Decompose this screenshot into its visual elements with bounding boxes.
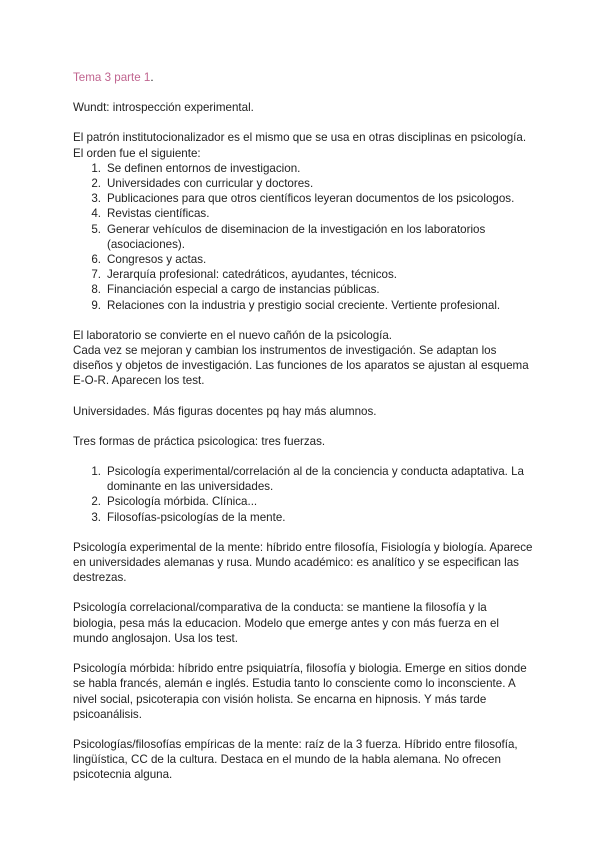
list-item: 5. Generar vehículos de diseminacion de la investigación en los laboratorios (asociaciones). bbox=[91, 222, 486, 251]
list-item: 6. Congresos y actas. bbox=[91, 253, 207, 267]
title-text: Tema 3 parte 1 bbox=[73, 71, 151, 84]
paragraph-experimental: Psicología experimental de la mente: híbrido entre filosofía, Fisiología y biología. Aparece en universidades alemanas y rusa. Mundo académico: es analítico y se especifican las destrezas. bbox=[73, 540, 533, 585]
title-dot: . bbox=[150, 71, 154, 84]
list-item: 8. Financiación especial a cargo de instancias públicas. bbox=[91, 283, 380, 297]
paragraph-wundt: Wundt: introspección experimental. bbox=[73, 101, 254, 115]
list-item: 4. Revistas científicas. bbox=[91, 207, 210, 221]
document-page bbox=[73, 70, 533, 783]
paragraph-universidades: Universidades. Más figuras docentes pq hay más alumnos. bbox=[73, 404, 377, 418]
document-title bbox=[73, 70, 533, 85]
list-item: 7. Jerarquía profesional: catedráticos, ayudantes, técnicos. bbox=[91, 268, 398, 282]
list-item: 2. Psicología mórbida. Clínica... bbox=[91, 495, 258, 509]
list-fuerzas bbox=[73, 464, 533, 525]
paragraph-tres-fuerzas: Tres formas de práctica psicologica: tres fuerzas. bbox=[73, 434, 326, 448]
list-item: 3. Publicaciones para que otros científicos leyeran documentos de los psicologos. bbox=[91, 192, 515, 206]
paragraph-laboratorio-1: El laboratorio se convierte en el nuevo cañón de la psicología. bbox=[73, 328, 393, 342]
list-item: 2. Universidades con curricular y doctores. bbox=[91, 177, 314, 191]
list-institucionalizacion bbox=[73, 161, 533, 313]
list-item: 3. Filosofías-psicologías de la mente. bbox=[91, 510, 286, 524]
paragraph-patron: El patrón institutocionalizador es el mismo que se usa en otras disciplinas en psicología. El orden fue el siguiente: bbox=[73, 131, 527, 160]
paragraph-correlacional: Psicología correlacional/comparativa de la conducta: se mantiene la filosofía y la biologia, pesa más la educacion. Modelo que emerge antes y con más fuerza en el mundo anglosajon. Usa los test. bbox=[73, 601, 500, 645]
list-item: 1. Psicología experimental/correlación al de la conciencia y conducta adaptativa. La dominante en las universidades. bbox=[91, 465, 524, 494]
paragraph-laboratorio-2: Cada vez se mejoran y cambian los instrumentos de investigación. Se adaptan los diseños y objetos de investigación. Las funciones de los aparatos se ajustan al esquema E-O-R. Aparecen los test. bbox=[73, 344, 529, 388]
list-item: 9. Relaciones con la industria y prestigio social creciente. Vertiente profesional. bbox=[91, 298, 501, 312]
paragraph-morbida: Psicología mórbida: híbrido entre psiquiatría, filosofía y biologia. Emerge en sitios donde se habla francés, alemán e inglés. Estudia tanto lo consciente como lo inconsciente. A nivel social, psicoterapia con visión holista. Se encarna en hipnosis. Y más tarde psicoanálisis. bbox=[73, 662, 527, 721]
list-item: 1. Se definen entornos de investigacion. bbox=[91, 161, 301, 175]
paragraph-filosofias: Psicologías/filosofías empíricas de la mente: raíz de la 3 fuerza. Híbrido entre filosofía, lingüística, CC de la cultura. Destaca en el mundo de la habla alemana. No ofrecen psicotecnia alguna. bbox=[73, 737, 518, 782]
